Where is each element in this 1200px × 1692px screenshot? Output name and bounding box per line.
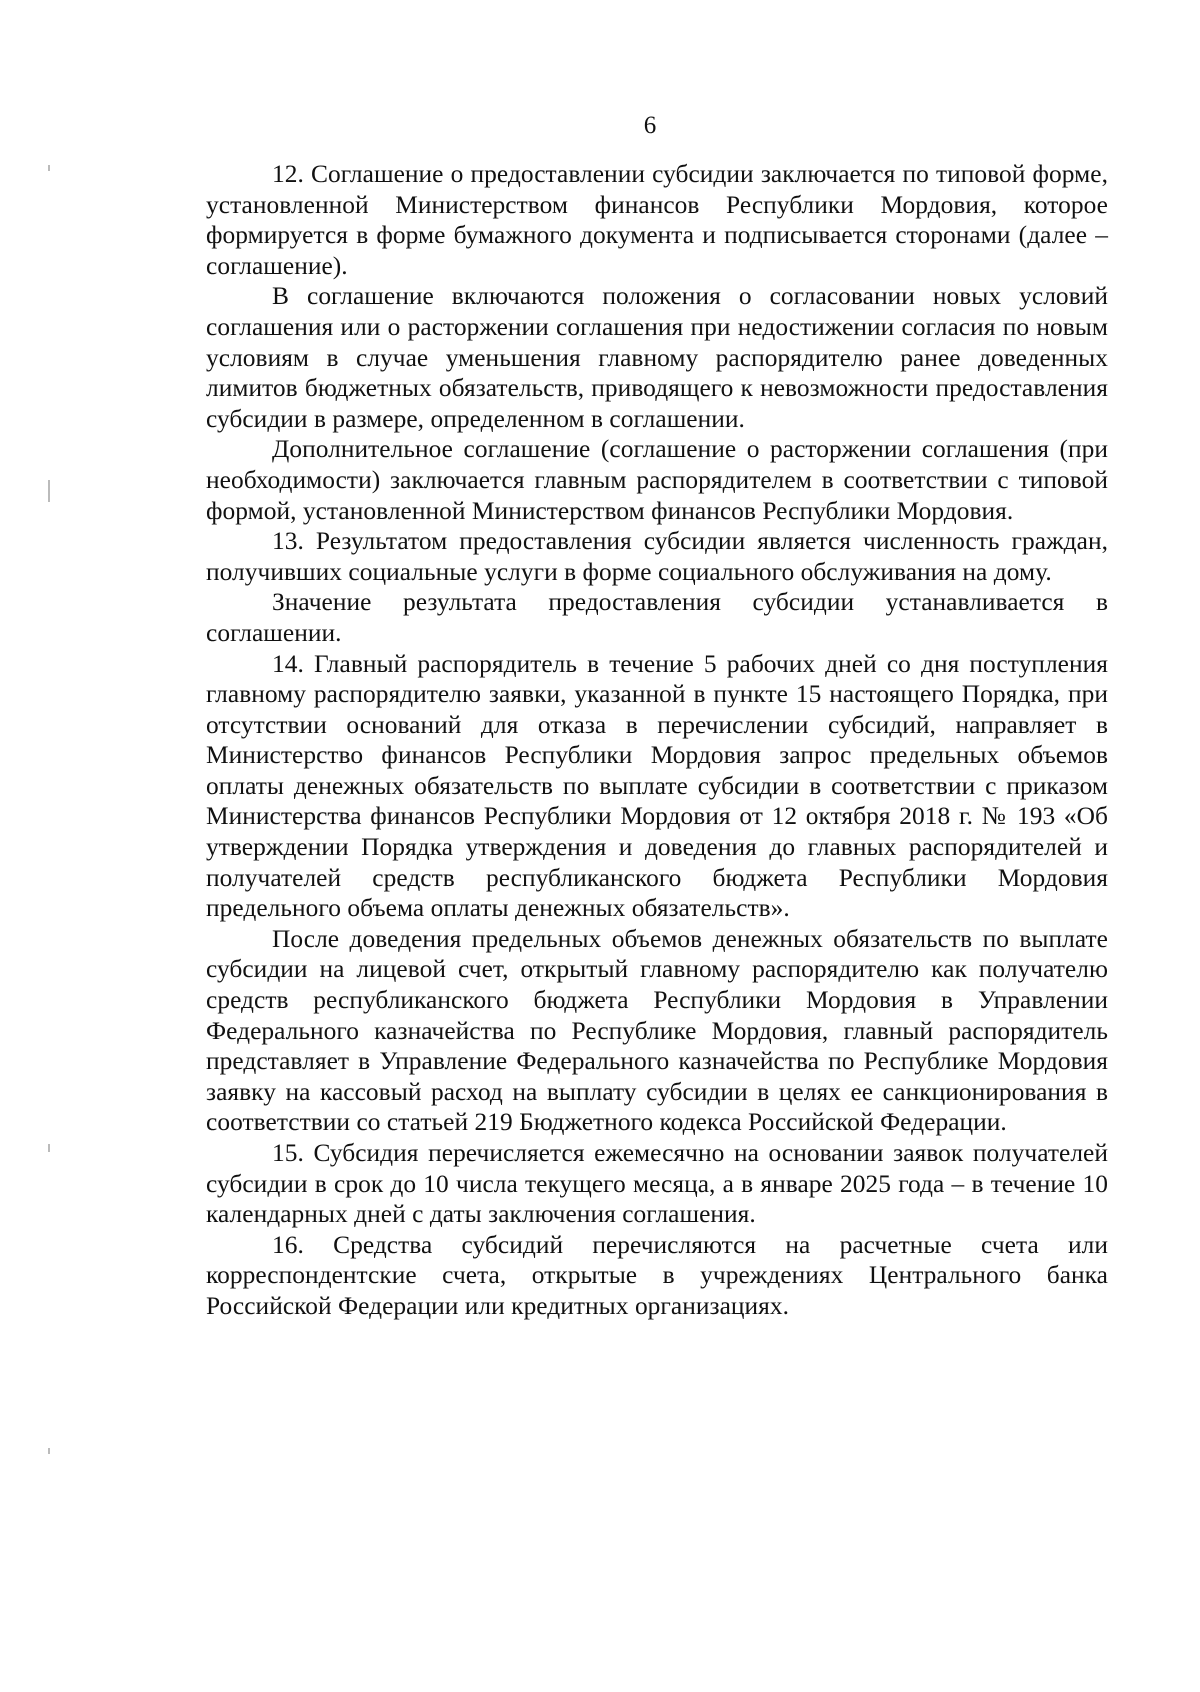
paragraph-12: 12. Соглашение о предоставлении субсидии заключается по типовой форме, установленной Министерством финансов Республики Мордовия, которое формируется в форме бумажного документа и подписывается сторонами (далее – соглашение).: [206, 160, 1108, 280]
page-number: 6: [643, 112, 657, 139]
scan-mark: [48, 1448, 50, 1454]
paragraph-13: 13. Результатом предоставления субсидии является численность граждан, получивших социальные услуги в форме социального обслуживания на дому.: [206, 527, 1108, 586]
scan-mark: [48, 1144, 50, 1152]
paragraph-agreement-conditions: В соглашение включаются положения о согласовании новых условий соглашения или о расторжении соглашения при недостижении согласия по новым условиям в случае уменьшения главному распорядителю ранее доведенных лимитов бюджетных обязательств, приводящего к невозможности предоставления субсидии в размере, определенном в соглашении.: [206, 282, 1108, 433]
scan-mark: [48, 480, 50, 502]
paragraph-result-value: Значение результата предоставления субсидии устанавливается в соглашении.: [206, 588, 1108, 647]
paragraph-after-limits: После доведения предельных объемов денежных обязательств по выплате субсидии на лицевой счет, открытый главному распорядителю как получателю средств республиканского бюджета Республики Мордовия в Управлении Федерального казначейства по Республике Мордовия, главный распорядитель представляет в Управление Федерального казначейства по Республике Мордовия заявку на кассовый расход на выплату субсидии в целях ее санкционирования в соответствии со статьей 219 Бюджетного кодекса Российской Федерации.: [206, 924, 1108, 1137]
paragraph-14: 14. Главный распорядитель в течение 5 рабочих дней со дня поступления главному распорядителю заявки, указанной в пункте 15 настоящего Порядка, при отсутствии оснований для отказа в перечислении субсидий, направляет в Министерство финансов Республики Мордовия запрос предельных объемов оплаты денежных обязательств по выплате субсидии в соответствии с приказом Министерства финансов Республики Мордовия от 12 октября 2018 г. № 193 «Об утверждении Порядка утверждения и доведения до главных распорядителей и получателей средств республиканского бюджета Республики Мордовия предельного объема оплаты денежных обязательств».: [206, 649, 1108, 923]
document-body: [206, 159, 1108, 1322]
paragraph-15: 15. Субсидия перечисляется ежемесячно на основании заявок получателей субсидии в срок до 10 числа текущего месяца, а в январе 2025 года – в течение 10 календарных дней с даты заключения соглашения.: [206, 1139, 1108, 1229]
paragraph-additional-agreement: Дополнительное соглашение (соглашение о расторжении соглашения (при необходимости) заключается главным распорядителем в соответствии с типовой формой, установленной Министерством финансов Республики Мордовия.: [206, 435, 1108, 525]
paragraph-16: 16. Средства субсидий перечисляются на расчетные счета или корреспондентские счета, открытые в учреждениях Центрального банка Российской Федерации или кредитных организациях.: [206, 1230, 1108, 1320]
scan-mark: [48, 165, 50, 171]
